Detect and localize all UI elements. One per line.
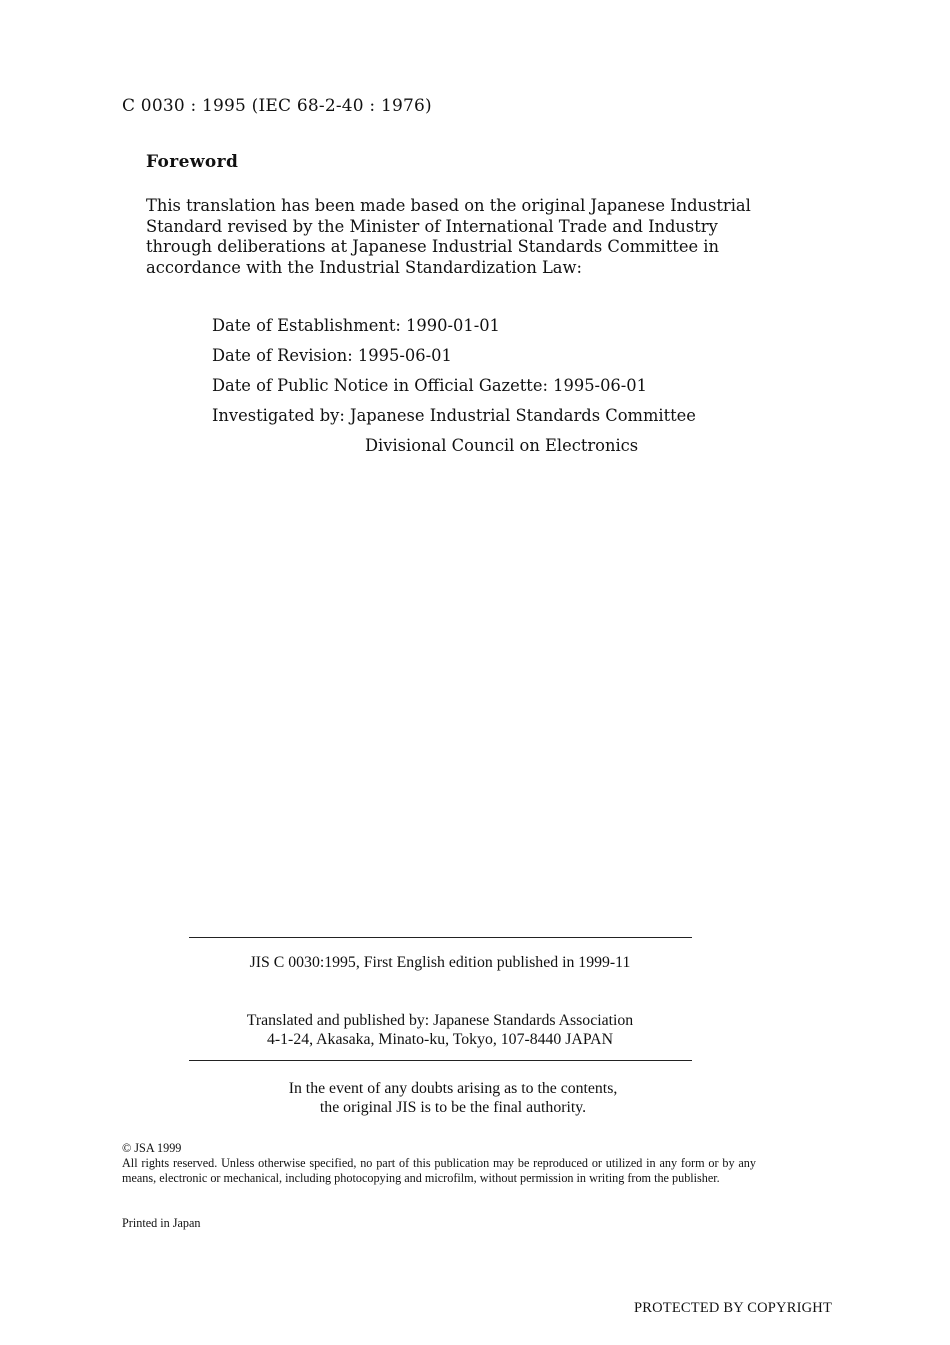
- date-of-revision: Date of Revision: 1995-06-01: [212, 346, 452, 365]
- date-of-establishment: Date of Establishment: 1990-01-01: [212, 316, 500, 335]
- printed-in-notice: Printed in Japan: [122, 1216, 201, 1230]
- authority-note-line-2: the original JIS is to be the final authority.: [319, 1099, 587, 1116]
- foreword-paragraph: This translation has been made based on the original Japanese Industrial Standard revised by the Minister of International Trade and Industry through deliberations at Japanese Industrial Standards Committee in accordance with the Industrial Standardization Law:: [146, 196, 751, 277]
- rights-statement: All rights reserved. Unless otherwise specified, no part of this publication may be reproduced or utilized in any form or by any means, electronic or mechanical, including photocopying and microfilm, without permission in writing from the publisher.: [122, 1156, 756, 1185]
- investigated-by: Investigated by: Japanese Industrial Standards Committee: [212, 406, 696, 425]
- date-of-public-notice: Date of Public Notice in Official Gazette: 1995-06-01: [212, 376, 647, 395]
- investigated-by-council: Divisional Council on Electronics: [365, 436, 639, 455]
- authority-note-line-1: In the event of any doubts arising as to the contents,: [288, 1080, 618, 1097]
- foreword-heading: Foreword: [146, 152, 239, 172]
- copyright-notice: © JSA 1999: [122, 1141, 182, 1155]
- publisher-address: 4-1-24, Akasaka, Minato-ku, Tokyo, 107-8440 JAPAN: [267, 1031, 613, 1048]
- protected-by-copyright-stamp: PROTECTED BY COPYRIGHT: [633, 1300, 832, 1316]
- publisher-line: Translated and published by: Japanese Standards Association: [246, 1012, 634, 1029]
- divider-bottom: [189, 1060, 692, 1061]
- standard-identifier: C 0030 : 1995 (IEC 68-2-40 : 1976): [122, 96, 432, 116]
- edition-statement: JIS C 0030:1995, First English edition published in 1999-11: [249, 954, 631, 971]
- divider-top: [189, 937, 692, 938]
